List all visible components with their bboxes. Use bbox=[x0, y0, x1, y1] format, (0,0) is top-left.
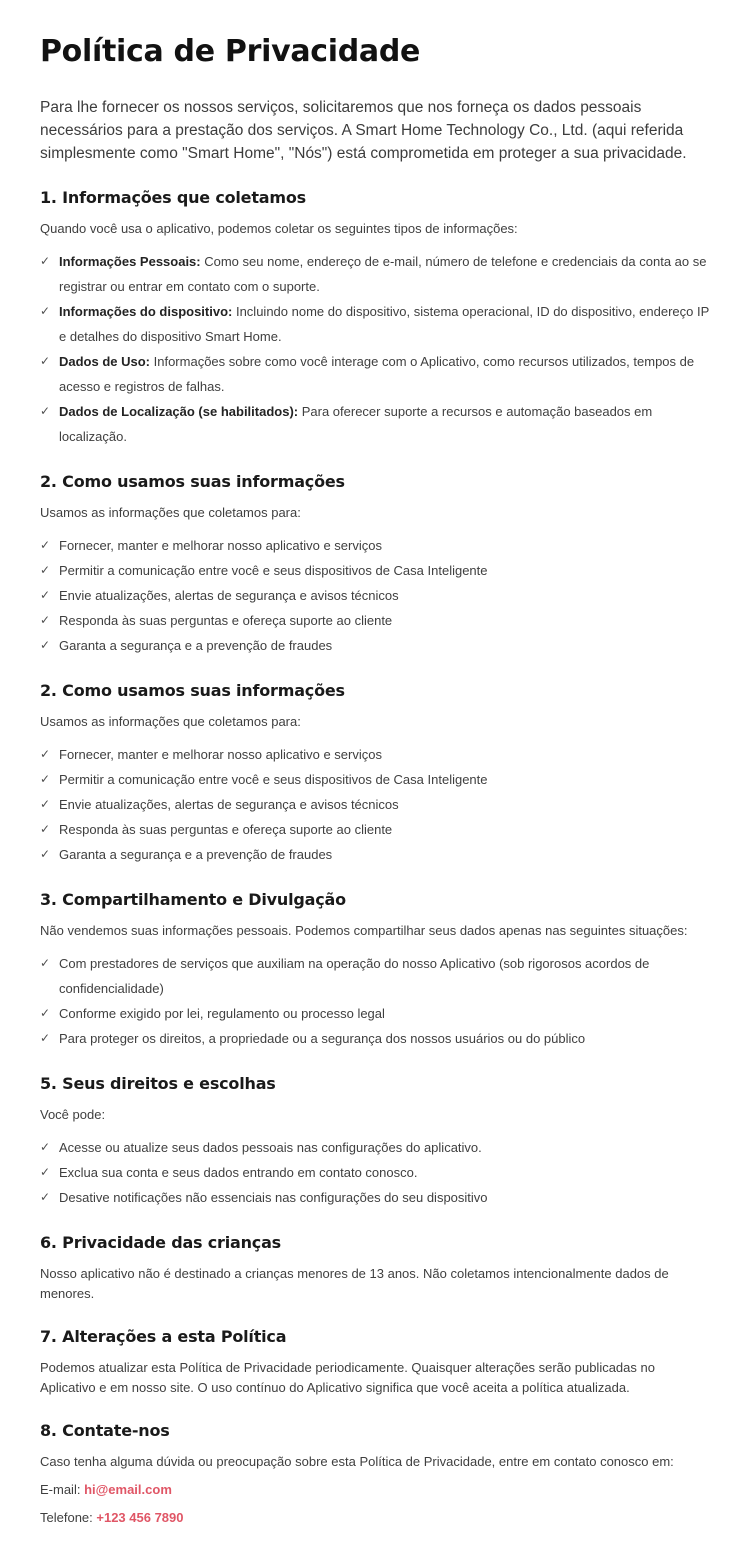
check-icon: ✓ bbox=[40, 1140, 51, 1154]
check-list bbox=[40, 249, 710, 449]
section-paragraph: Usamos as informações que coletamos para: bbox=[40, 505, 301, 520]
policy-section bbox=[40, 1420, 710, 1528]
check-list-item: ✓ Desative notificações não essenciais nas configurações do seu dispositivo bbox=[40, 1185, 710, 1210]
check-list bbox=[40, 951, 710, 1051]
email-link[interactable]: hi@email.com bbox=[84, 1482, 172, 1497]
contact-line bbox=[40, 1508, 710, 1528]
contact-label: Telefone: bbox=[40, 1510, 97, 1525]
section-paragraph: Caso tenha alguma dúvida ou preocupação sobre esta Política de Privacidade, entre em contato conosco em: bbox=[40, 1454, 674, 1469]
check-icon: ✓ bbox=[40, 404, 51, 418]
policy-section bbox=[40, 1232, 710, 1304]
check-icon: ✓ bbox=[40, 563, 51, 577]
section-heading: 2. Como usamos suas informações bbox=[40, 472, 345, 491]
check-icon: ✓ bbox=[40, 747, 51, 761]
section-paragraph: Nosso aplicativo não é destinado a crianças menores de 13 anos. Não coletamos intencionalmente dados de menores. bbox=[40, 1266, 669, 1301]
check-icon: ✓ bbox=[40, 1190, 51, 1204]
check-list-item: ✓ Responda às suas perguntas e ofereça suporte ao cliente bbox=[40, 608, 710, 633]
item-term: Informações do dispositivo: bbox=[59, 304, 236, 319]
policy-section bbox=[40, 187, 710, 449]
check-list-item: ✓ Informações do dispositivo: Incluindo nome do dispositivo, sistema operacional, ID do dispositivo, endereço IP e detalhes do dispositivo Smart Home. bbox=[40, 299, 710, 349]
check-icon: ✓ bbox=[40, 538, 51, 552]
check-icon: ✓ bbox=[40, 772, 51, 786]
check-icon: ✓ bbox=[40, 588, 51, 602]
section-paragraph: Podemos atualizar esta Política de Privacidade periodicamente. Quaisquer alterações serão publicadas no Aplicativo e em nosso site. O uso contínuo do Aplicativo significa que você aceita a política atualizada. bbox=[40, 1360, 655, 1395]
check-list-item: ✓ Com prestadores de serviços que auxiliam na operação do nosso Aplicativo (sob rigorosos acordos de confidencialidade) bbox=[40, 951, 710, 1001]
check-list-item: ✓ Fornecer, manter e melhorar nosso aplicativo e serviços bbox=[40, 742, 710, 767]
check-icon: ✓ bbox=[40, 304, 51, 318]
check-list bbox=[40, 1135, 710, 1210]
section-paragraph: Quando você usa o aplicativo, podemos coletar os seguintes tipos de informações: bbox=[40, 221, 518, 236]
section-paragraph: Você pode: bbox=[40, 1107, 106, 1122]
check-icon: ✓ bbox=[40, 1031, 51, 1045]
policy-section bbox=[40, 680, 710, 867]
check-icon: ✓ bbox=[40, 797, 51, 811]
check-list-item: ✓ Fornecer, manter e melhorar nosso aplicativo e serviços bbox=[40, 533, 710, 558]
check-list-item: ✓ Exclua sua conta e seus dados entrando em contato conosco. bbox=[40, 1160, 710, 1185]
check-icon: ✓ bbox=[40, 847, 51, 861]
item-term: Dados de Localização (se habilitados): bbox=[59, 404, 302, 419]
check-list-item: ✓ Dados de Localização (se habilitados): Para oferecer suporte a recursos e automação baseados em localização. bbox=[40, 399, 710, 449]
phone-link[interactable]: +123 456 7890 bbox=[96, 1510, 184, 1525]
section-heading: 3. Compartilhamento e Divulgação bbox=[40, 890, 346, 909]
item-term: Informações Pessoais: bbox=[59, 254, 205, 269]
check-list bbox=[40, 533, 710, 658]
check-list-item: ✓ Dados de Uso: Informações sobre como você interage com o Aplicativo, como recursos utilizados, tempos de acesso e registros de falhas. bbox=[40, 349, 710, 399]
section-paragraph: Não vendemos suas informações pessoais. Podemos compartilhar seus dados apenas nas seguintes situações: bbox=[40, 923, 688, 938]
check-icon: ✓ bbox=[40, 1006, 51, 1020]
policy-section bbox=[40, 1073, 710, 1210]
section-heading: 7. Alterações a esta Política bbox=[40, 1327, 287, 1346]
contact-line bbox=[40, 1480, 710, 1500]
section-paragraph: Usamos as informações que coletamos para: bbox=[40, 714, 301, 729]
check-icon: ✓ bbox=[40, 354, 51, 368]
check-list-item: ✓ Responda às suas perguntas e ofereça suporte ao cliente bbox=[40, 817, 710, 842]
intro-paragraph: Para lhe fornecer os nossos serviços, solicitaremos que nos forneça os dados pessoais necessários para a prestação dos serviços. A Smart Home Technology Co., Ltd. (aqui referida simplesmente como "Smart Home", "Nós") está comprometida em proteger a sua privacidade. bbox=[40, 99, 687, 162]
check-list-item: ✓ Envie atualizações, alertas de segurança e avisos técnicos bbox=[40, 792, 710, 817]
check-list-item: ✓ Garanta a segurança e a prevenção de fraudes bbox=[40, 633, 710, 658]
check-icon: ✓ bbox=[40, 1165, 51, 1179]
page-title: Política de Privacidade bbox=[40, 34, 421, 69]
check-list-item: ✓ Envie atualizações, alertas de segurança e avisos técnicos bbox=[40, 583, 710, 608]
check-icon: ✓ bbox=[40, 638, 51, 652]
sections-container bbox=[40, 187, 710, 1528]
check-list-item: ✓ Informações Pessoais: Como seu nome, endereço de e-mail, número de telefone e credenciais da conta ao se registrar ou entrar em contato com o suporte. bbox=[40, 249, 710, 299]
check-list-item: ✓ Para proteger os direitos, a propriedade ou a segurança dos nossos usuários ou do público bbox=[40, 1026, 710, 1051]
check-icon: ✓ bbox=[40, 254, 51, 268]
section-heading: 8. Contate-nos bbox=[40, 1421, 170, 1440]
check-icon: ✓ bbox=[40, 956, 51, 970]
policy-section bbox=[40, 471, 710, 658]
section-heading: 5. Seus direitos e escolhas bbox=[40, 1074, 276, 1093]
check-list-item: ✓ Permitir a comunicação entre você e seus dispositivos de Casa Inteligente bbox=[40, 558, 710, 583]
policy-section bbox=[40, 1326, 710, 1398]
check-icon: ✓ bbox=[40, 613, 51, 627]
check-list-item: ✓ Acesse ou atualize seus dados pessoais nas configurações do aplicativo. bbox=[40, 1135, 710, 1160]
section-heading: 2. Como usamos suas informações bbox=[40, 681, 345, 700]
check-list-item: ✓ Permitir a comunicação entre você e seus dispositivos de Casa Inteligente bbox=[40, 767, 710, 792]
check-list-item: ✓ Conforme exigido por lei, regulamento ou processo legal bbox=[40, 1001, 710, 1026]
contact-label: E-mail: bbox=[40, 1482, 85, 1497]
check-icon: ✓ bbox=[40, 822, 51, 836]
item-term: Dados de Uso: bbox=[59, 354, 154, 369]
section-heading: 1. Informações que coletamos bbox=[40, 188, 306, 207]
check-list bbox=[40, 742, 710, 867]
section-heading: 6. Privacidade das crianças bbox=[40, 1233, 281, 1252]
policy-section bbox=[40, 889, 710, 1051]
check-list-item: ✓ Garanta a segurança e a prevenção de fraudes bbox=[40, 842, 710, 867]
